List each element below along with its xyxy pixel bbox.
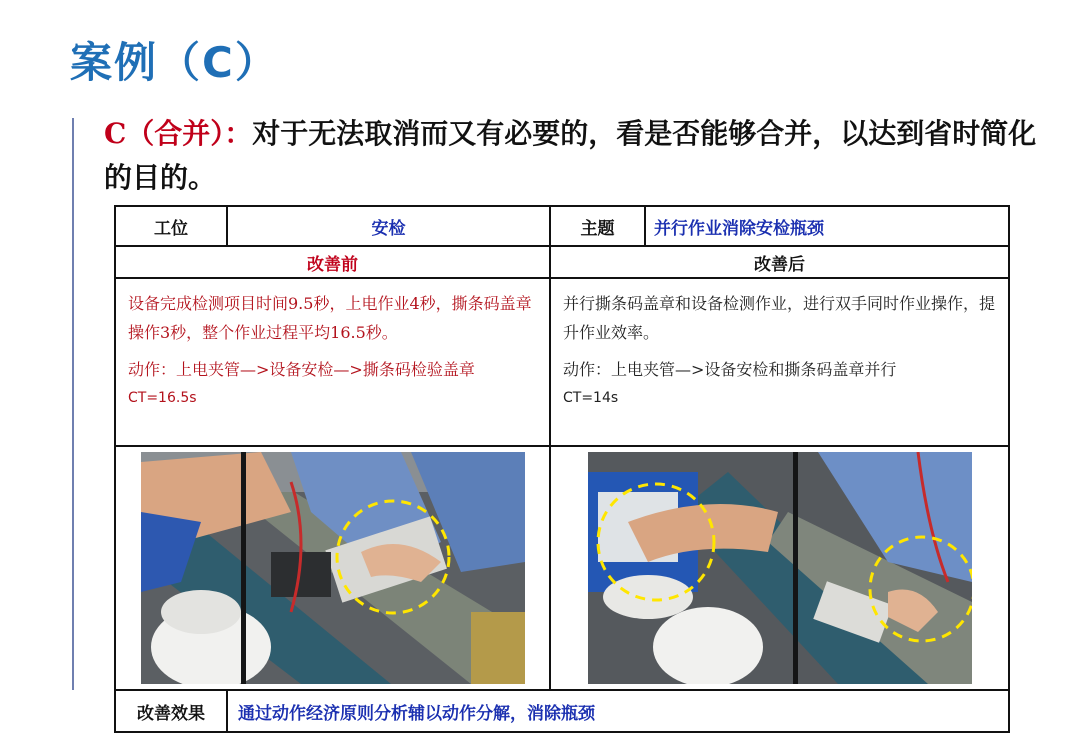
page-title: 案例（C） — [70, 38, 279, 87]
after-photo — [588, 452, 972, 684]
intro-paragraph — [104, 112, 1064, 200]
before-photo — [141, 452, 525, 684]
station-value: 安检 — [227, 206, 550, 246]
effect-row — [115, 690, 1009, 732]
subject-label: 主题 — [550, 206, 645, 246]
before-photo-illustration — [141, 452, 525, 684]
before-description — [115, 278, 550, 446]
intro-text: 对于无法取消而又有必要的，看是否能够合并，以达到省时简化的目的。 — [104, 117, 1037, 194]
description-row — [115, 278, 1009, 446]
after-desc-text: 并行撕条码盖章和设备检测作业，进行双手同时作业操作，提升作业效率。 — [563, 294, 996, 342]
before-ct-text: CT=16.5s — [128, 390, 197, 406]
photo-row — [115, 446, 1009, 690]
side-divider — [72, 118, 74, 690]
case-table — [114, 205, 1010, 733]
intro-prefix: C（合并）： — [104, 117, 253, 150]
header-row — [115, 206, 1009, 246]
after-description — [550, 278, 1009, 446]
after-ct-text: CT=14s — [563, 390, 619, 406]
after-photo-cell — [550, 446, 1009, 690]
section-header-row — [115, 246, 1009, 278]
subject-value: 并行作业消除安检瓶颈 — [645, 206, 1009, 246]
before-action-text: 动作：上电夹管—>设备安检—>撕条码检验盖章 — [128, 360, 475, 379]
effect-label: 改善效果 — [115, 690, 227, 732]
after-action-text: 动作：上电夹管—>设备安检和撕条码盖章并行 — [563, 360, 897, 379]
station-label: 工位 — [115, 206, 227, 246]
after-photo-illustration — [588, 452, 972, 684]
before-photo-cell — [115, 446, 550, 690]
after-header: 改善后 — [550, 246, 1009, 278]
before-desc-text: 设备完成检测项目时间9.5秒，上电作业4秒，撕条码盖章操作3秒，整个作业过程平均16.5秒。 — [128, 294, 532, 342]
effect-value: 通过动作经济原则分析辅以动作分解，消除瓶颈 — [227, 690, 1009, 732]
before-header: 改善前 — [115, 246, 550, 278]
